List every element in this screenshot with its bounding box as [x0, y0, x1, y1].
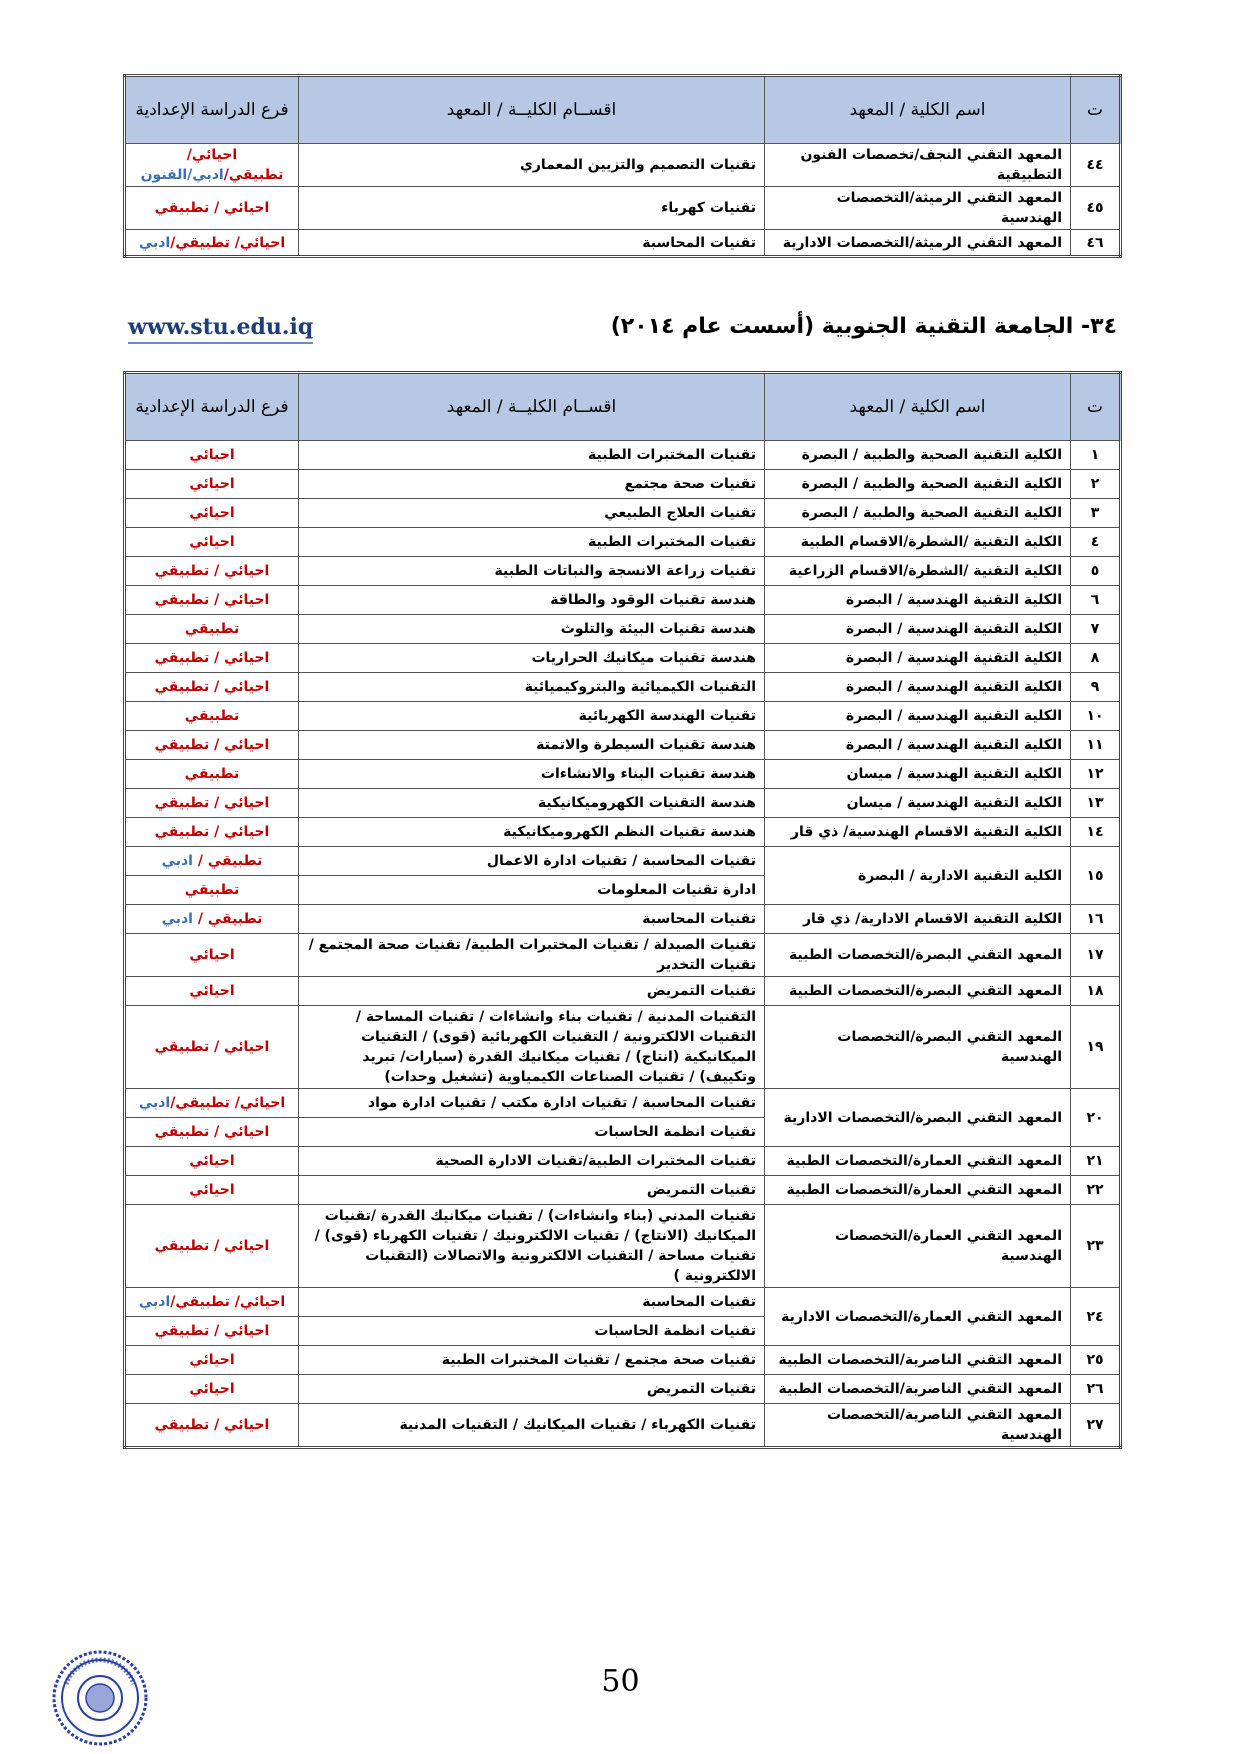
college-name: المعهد التقني العمارة/التخصصات الهندسية: [765, 1205, 1071, 1288]
row-number: ١٢: [1071, 760, 1121, 789]
study-branch: [125, 818, 299, 847]
branch-line: [134, 445, 290, 465]
study-branch: [125, 144, 299, 187]
college-name: الكلية التقنية الهندسية / ميسان: [765, 760, 1071, 789]
row-number: ١٠: [1071, 702, 1121, 731]
branch-segment: ادبي: [138, 1294, 171, 1310]
study-branch: [125, 230, 299, 257]
department-list: تقنيات المدني (بناء وانشاءات) / تقنيات ميكانيك القدرة /تقنيات الميكانيك (الانتاج) / تقنيات الالكترونيك / تقنيات الكهرباء (قوى) / تقنيات مساحة / التقنيات الالكترونية والاتصالات (التقنيات الالكترونية ): [299, 1205, 765, 1288]
section-heading: ٣٤- الجامعة التقنية الجنوبية (أسست عام ٢٠١٤): [610, 314, 1117, 339]
department-list: تقنيات المحاسبة / تقنيات ادارة مكتب / تقنيات ادارة مواد: [299, 1089, 765, 1118]
table-row: [125, 760, 1121, 789]
branch-segment: ادبي: [138, 234, 171, 251]
branch-segment: احيائي: [189, 447, 235, 463]
study-branch: [125, 1176, 299, 1205]
row-number: ٤٤: [1071, 144, 1121, 187]
college-name: الكلية التقنية الاقسام الهندسية/ ذي قار: [765, 818, 1071, 847]
branch-line: [134, 165, 290, 185]
college-name: الكلية التقنية الهندسية / البصرة: [765, 615, 1071, 644]
study-branch: [125, 876, 299, 905]
study-branch: [125, 1089, 299, 1118]
table-row: [125, 673, 1121, 702]
table-row: [125, 1176, 1121, 1205]
study-branch: [125, 1205, 299, 1288]
header-college: اسم الكلية / المعهد: [765, 373, 1071, 441]
study-branch: [125, 1375, 299, 1404]
row-number: ٤٥: [1071, 187, 1121, 230]
branch-segment: احيائي: [189, 1182, 235, 1198]
branch-segment: ادبي/الفنون: [140, 167, 224, 183]
college-name: الكلية التقنية الاقسام الادارية/ ذي قار: [765, 905, 1071, 934]
college-name: المعهد التقني الناصرية/التخصصات الطبية: [765, 1346, 1071, 1375]
college-name: الكلية التقنية الهندسية / البصرة: [765, 673, 1071, 702]
branch-line: [134, 1236, 290, 1256]
study-branch: [125, 528, 299, 557]
table-row: [125, 847, 1121, 876]
branch-segment: احيائي / تطبيقي: [154, 200, 270, 216]
branch-line: [134, 233, 290, 253]
table-row: [125, 441, 1121, 470]
table-row: [125, 1006, 1121, 1089]
department-list: تقنيات كهرباء: [299, 187, 765, 230]
department-list: تقنيات صحة مجتمع / تقنيات المختبرات الطبية: [299, 1346, 765, 1375]
row-number: ٢١: [1071, 1147, 1121, 1176]
admissions-table-top: [123, 74, 1122, 258]
row-number: ٤٦: [1071, 230, 1121, 257]
college-name: الكلية التقنية الادارية / البصرة: [765, 847, 1071, 905]
table-row: [125, 934, 1121, 977]
study-branch: [125, 499, 299, 528]
branch-segment: تطبيقي/: [223, 167, 284, 183]
department-list: تقنيات الصيدلة / تقنيات المختبرات الطبية/ تقنيات صحة المجتمع / تقنيات التخدير: [299, 934, 765, 977]
row-number: ١١: [1071, 731, 1121, 760]
row-number: ٣: [1071, 499, 1121, 528]
row-number: ١٨: [1071, 977, 1121, 1006]
department-list: التقنيات المدنية / تقنيات بناء وانشاءات / تقنيات المساحة / التقنيات الالكترونية / التقنيات الكهربائية (قوى) / التقنيات الميكانيكية (انتاج) / تقنيات ميكانيك القدرة (سيارات/ تبريد وتكييف) / تقنيات الصناعات الكيمياوية (تشغيل وحدات): [299, 1006, 765, 1089]
branch-segment: احيائي/ تطبيقي/: [170, 234, 286, 251]
study-branch: [125, 731, 299, 760]
row-number: ٤: [1071, 528, 1121, 557]
college-name: المعهد التقني النجف/تخصصات الفنون التطبيقية: [765, 144, 1071, 187]
study-branch: [125, 1404, 299, 1448]
row-number: ١٧: [1071, 934, 1121, 977]
study-branch: [125, 1317, 299, 1346]
table-row: [125, 586, 1121, 615]
college-name: الكلية التقنية الهندسية / البصرة: [765, 731, 1071, 760]
row-number: ٢٤: [1071, 1288, 1121, 1346]
branch-segment: احيائي/ تطبيقي/: [170, 1095, 286, 1111]
row-number: ١٤: [1071, 818, 1121, 847]
branch-line: [134, 198, 290, 218]
branch-segment: احيائي: [189, 1381, 235, 1397]
table-top-body: [125, 144, 1121, 257]
college-name: المعهد التقني العمارة/التخصصات الطبية: [765, 1147, 1071, 1176]
college-name: المعهد التقني البصرة/التخصصات الادارية: [765, 1089, 1071, 1147]
row-number: ٧: [1071, 615, 1121, 644]
table-row: [125, 702, 1121, 731]
college-name: المعهد التقني الرميثة/التخصصات الادارية: [765, 230, 1071, 257]
branch-segment: احيائي / تطبيقي: [154, 1039, 270, 1055]
study-branch: [125, 1288, 299, 1317]
department-list: هندسة تقنيات النظم الكهروميكانيكية: [299, 818, 765, 847]
branch-line: [134, 1292, 290, 1312]
branch-line: [134, 561, 290, 581]
table-row: [125, 1346, 1121, 1375]
branch-segment: احيائي / تطبيقي: [154, 592, 270, 608]
row-number: ١٥: [1071, 847, 1121, 905]
college-name: المعهد التقني الناصرية/التخصصات الطبية: [765, 1375, 1071, 1404]
branch-line: [134, 503, 290, 523]
department-list: تقنيات المحاسبة: [299, 905, 765, 934]
study-branch: [125, 1346, 299, 1375]
branch-segment: احيائي: [189, 983, 235, 999]
row-number: ١٩: [1071, 1006, 1121, 1089]
study-branch: [125, 441, 299, 470]
branch-line: [134, 1151, 290, 1171]
branch-line: [134, 474, 290, 494]
branch-line: [134, 735, 290, 755]
branch-segment: احيائي / تطبيقي: [154, 1238, 270, 1254]
study-branch: [125, 789, 299, 818]
row-number: ٥: [1071, 557, 1121, 586]
college-name: الكلية التقنية الهندسية / ميسان: [765, 789, 1071, 818]
study-branch: [125, 673, 299, 702]
branch-line: [134, 590, 290, 610]
college-name: المعهد التقني البصرة/التخصصات الطبية: [765, 977, 1071, 1006]
study-branch: [125, 847, 299, 876]
table-row: [125, 1147, 1121, 1176]
table-row: [125, 1404, 1121, 1448]
branch-segment: ادبي: [161, 853, 193, 869]
department-list: تقنيات المختبرات الطبية: [299, 528, 765, 557]
department-list: تقنيات زراعة الانسجة والنباتات الطبية: [299, 557, 765, 586]
table-row: [125, 499, 1121, 528]
college-name: الكلية التقنية /الشطرة/الاقسام الزراعية: [765, 557, 1071, 586]
college-name: المعهد التقني العمارة/التخصصات الادارية: [765, 1288, 1071, 1346]
row-number: ١٦: [1071, 905, 1121, 934]
branch-line: [134, 1379, 290, 1399]
branch-segment: احيائي: [189, 947, 235, 963]
table-row: [125, 789, 1121, 818]
branch-segment: تطبيقي: [184, 766, 240, 782]
college-name: المعهد التقني البصرة/التخصصات الطبية: [765, 934, 1071, 977]
branch-line: [134, 1037, 290, 1057]
table-row: [125, 905, 1121, 934]
branch-line: [134, 145, 290, 165]
college-name: المعهد التقني الرميثة/التخصصات الهندسية: [765, 187, 1071, 230]
department-list: تقنيات الكهرباء / تقنيات الميكانيك / التقنيات المدنية: [299, 1404, 765, 1448]
table-row: [125, 144, 1121, 187]
department-list: تقنيات المحاسبة / تقنيات ادارة الاعمال: [299, 847, 765, 876]
branch-segment: تطبيقي: [184, 882, 240, 898]
branch-line: [134, 945, 290, 965]
header-departments: اقســام الكليــة / المعهد: [299, 373, 765, 441]
college-name: المعهد التقني الناصرية/التخصصات الهندسية: [765, 1404, 1071, 1448]
admissions-table-main: [123, 371, 1122, 1449]
branch-segment: ادبي: [161, 911, 193, 927]
college-name: المعهد التقني العمارة/التخصصات الطبية: [765, 1176, 1071, 1205]
row-number: ١: [1071, 441, 1121, 470]
department-list: تقنيات التمريض: [299, 1176, 765, 1205]
branch-segment: احيائي / تطبيقي: [154, 1124, 270, 1140]
header-branch: فرع الدراسة الإعدادية: [125, 373, 299, 441]
department-list: هندسة تقنيات الوقود والطاقة: [299, 586, 765, 615]
study-branch: [125, 905, 299, 934]
branch-segment: احيائي: [189, 1352, 235, 1368]
college-name: الكلية التقنية الهندسية / البصرة: [765, 702, 1071, 731]
department-list: تقنيات صحة مجتمع: [299, 470, 765, 499]
study-branch: [125, 702, 299, 731]
row-number: ١٣: [1071, 789, 1121, 818]
table-row: [125, 977, 1121, 1006]
branch-segment: احيائي/: [186, 147, 238, 163]
branch-segment: احيائي: [189, 1153, 235, 1169]
study-branch: [125, 1006, 299, 1089]
table-row: [125, 1089, 1121, 1118]
college-name: الكلية التقنية /الشطرة/الاقسام الطبية: [765, 528, 1071, 557]
table-header-row: [125, 76, 1121, 144]
branch-segment: احيائي / تطبيقي: [154, 650, 270, 666]
header-num: ت: [1071, 373, 1121, 441]
study-branch: [125, 1147, 299, 1176]
row-number: ٢٧: [1071, 1404, 1121, 1448]
table-row: [125, 528, 1121, 557]
table-row: [125, 470, 1121, 499]
header-departments: اقســام الكليــة / المعهد: [299, 76, 765, 144]
table-row: [125, 187, 1121, 230]
branch-line: [134, 981, 290, 1001]
branch-line: [134, 1350, 290, 1370]
branch-line: [134, 532, 290, 552]
study-branch: [125, 1118, 299, 1147]
college-name: الكلية التقنية الهندسية / البصرة: [765, 586, 1071, 615]
branch-line: [134, 822, 290, 842]
table-row: [125, 557, 1121, 586]
table-header-row: [125, 373, 1121, 441]
table-row: [125, 1205, 1121, 1288]
department-list: ادارة تقنيات المعلومات: [299, 876, 765, 905]
department-list: تقنيات العلاج الطبيعي: [299, 499, 765, 528]
row-number: ٨: [1071, 644, 1121, 673]
row-number: ٢٢: [1071, 1176, 1121, 1205]
department-list: تقنيات التصميم والتزيين المعماري: [299, 144, 765, 187]
row-number: ٢٠: [1071, 1089, 1121, 1147]
department-list: تقنيات التمريض: [299, 977, 765, 1006]
table-row: [125, 1375, 1121, 1404]
header-college: اسم الكلية / المعهد: [765, 76, 1071, 144]
branch-segment: احيائي: [189, 476, 235, 492]
branch-segment: احيائي / تطبيقي: [154, 737, 270, 753]
branch-line: [134, 851, 290, 871]
branch-segment: تطبيقي /: [192, 911, 263, 927]
branch-segment: احيائي / تطبيقي: [154, 563, 270, 579]
branch-line: [134, 909, 290, 929]
study-branch: [125, 977, 299, 1006]
department-list: هندسة تقنيات السيطرة والاتمتة: [299, 731, 765, 760]
table-row: [125, 644, 1121, 673]
table-row: [125, 1288, 1121, 1317]
study-branch: [125, 934, 299, 977]
department-list: تقنيات المحاسبة: [299, 1288, 765, 1317]
study-branch: [125, 644, 299, 673]
branch-segment: احيائي / تطبيقي: [154, 824, 270, 840]
department-list: هندسة تقنيات ميكانيك الحراريات: [299, 644, 765, 673]
branch-line: [134, 1093, 290, 1113]
branch-line: [134, 648, 290, 668]
department-list: هندسة التقنيات الكهروميكانيكية: [299, 789, 765, 818]
row-number: ٢٣: [1071, 1205, 1121, 1288]
branch-line: [134, 619, 290, 639]
study-branch: [125, 760, 299, 789]
branch-segment: احيائي / تطبيقي: [154, 679, 270, 695]
row-number: ٢٥: [1071, 1346, 1121, 1375]
row-number: ٩: [1071, 673, 1121, 702]
college-name: الكلية التقنية الصحية والطبية / البصرة: [765, 470, 1071, 499]
department-list: تقنيات المختبرات الطبية/تقنيات الادارة الصحية: [299, 1147, 765, 1176]
branch-line: [134, 677, 290, 697]
college-name: الكلية التقنية الصحية والطبية / البصرة: [765, 441, 1071, 470]
study-branch: [125, 586, 299, 615]
header-branch: فرع الدراسة الإعدادية: [125, 76, 299, 144]
study-branch: [125, 187, 299, 230]
table-row: [125, 818, 1121, 847]
branch-segment: احيائي / تطبيقي: [154, 1323, 270, 1339]
page-number: 50: [601, 1664, 640, 1699]
branch-segment: تطبيقي: [184, 708, 240, 724]
department-list: تقنيات التمريض: [299, 1375, 765, 1404]
branch-line: [134, 793, 290, 813]
table-row: [125, 731, 1121, 760]
department-list: هندسة تقنيات البناء والانشاءات: [299, 760, 765, 789]
department-list: هندسة تقنيات البيئة والتلوث: [299, 615, 765, 644]
branch-segment: تطبيقي /: [192, 853, 263, 869]
table-main-body: [125, 441, 1121, 1448]
department-list: تقنيات المحاسبة: [299, 230, 765, 257]
table-row: [125, 230, 1121, 257]
college-name: الكلية التقنية الهندسية / البصرة: [765, 644, 1071, 673]
row-number: ٢٦: [1071, 1375, 1121, 1404]
branch-line: [134, 764, 290, 784]
study-branch: [125, 615, 299, 644]
branch-segment: احيائي: [189, 534, 235, 550]
college-name: المعهد التقني البصرة/التخصصات الهندسية: [765, 1006, 1071, 1089]
department-list: التقنيات الكيميائية والبتروكيميائية: [299, 673, 765, 702]
university-website-link[interactable]: www.stu.edu.iq: [128, 314, 313, 344]
row-number: ٢: [1071, 470, 1121, 499]
study-branch: [125, 557, 299, 586]
branch-segment: احيائي / تطبيقي: [154, 1417, 270, 1433]
table-row: [125, 615, 1121, 644]
study-branch: [125, 470, 299, 499]
branch-line: [134, 1415, 290, 1435]
row-number: ٦: [1071, 586, 1121, 615]
department-list: تقنيات انظمة الحاسبات: [299, 1118, 765, 1147]
branch-segment: احيائي/ تطبيقي/: [170, 1294, 286, 1310]
branch-line: [134, 1180, 290, 1200]
department-list: تقنيات المختبرات الطبية: [299, 441, 765, 470]
branch-segment: تطبيقي: [184, 621, 240, 637]
department-list: تقنيات الهندسة الكهربائية: [299, 702, 765, 731]
branch-segment: احيائي: [189, 505, 235, 521]
branch-segment: ادبي: [138, 1095, 171, 1111]
college-name: الكلية التقنية الصحية والطبية / البصرة: [765, 499, 1071, 528]
department-list: تقنيات انظمة الحاسبات: [299, 1317, 765, 1346]
header-num: ت: [1071, 76, 1121, 144]
branch-segment: احيائي / تطبيقي: [154, 795, 270, 811]
branch-line: [134, 706, 290, 726]
